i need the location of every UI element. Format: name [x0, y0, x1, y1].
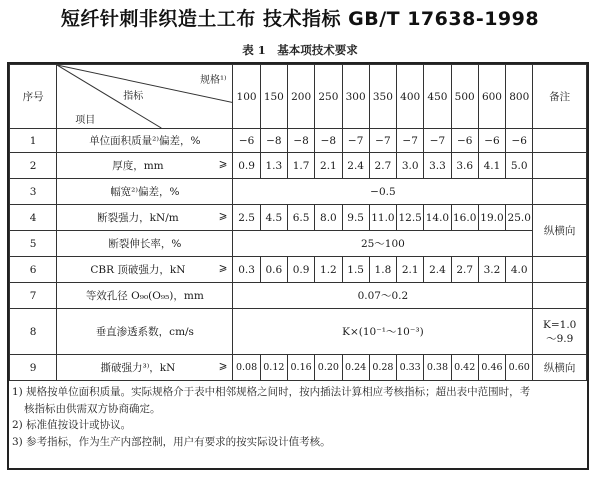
cell-value: −7: [397, 129, 424, 153]
cell-remark-merged: 纵横向: [533, 205, 587, 257]
row-name-text: 垂直渗透系数，cm/s: [95, 326, 194, 338]
header-spec-label: 规格¹⁾: [199, 75, 227, 86]
cell-value: 0.28: [369, 355, 396, 381]
ge-symbol: ⩾: [218, 210, 228, 222]
row-name: [57, 129, 233, 153]
row-name: [57, 231, 233, 257]
spec-header: 450: [424, 65, 451, 129]
cell-value: 16.0: [451, 205, 478, 231]
cell-value: −8: [260, 129, 287, 153]
cell-value: 0.16: [287, 355, 314, 381]
row-name: [57, 153, 233, 179]
table-row: [10, 205, 587, 231]
spec-header: 100: [233, 65, 260, 129]
cell-value: 0.3: [233, 257, 260, 283]
cell-value: 0.60: [506, 355, 533, 381]
cell-value: 0.33: [397, 355, 424, 381]
cell-value: 0.9: [233, 153, 260, 179]
cell-remark: [533, 257, 587, 283]
spec-header: 600: [478, 65, 505, 129]
ge-symbol: ⩾: [218, 262, 228, 274]
cell-value: 2.7: [451, 257, 478, 283]
row-name: [57, 205, 233, 231]
table-row: [10, 355, 587, 381]
header-remark: 备注: [533, 65, 587, 129]
row-seq: 1: [10, 129, 57, 153]
cell-value: −7: [342, 129, 369, 153]
ge-symbol: ⩾: [218, 360, 228, 372]
cell-value: 2.7: [369, 153, 396, 179]
cell-value: 3.3: [424, 153, 451, 179]
ge-symbol: ⩾: [218, 158, 228, 170]
footnote-1-line2: 核指标由供需双方协商确定。: [24, 402, 161, 415]
cell-value: 3.0: [397, 153, 424, 179]
cell-value: 2.1: [315, 153, 342, 179]
cell-value: 0.38: [424, 355, 451, 381]
table-row: [10, 257, 587, 283]
row-name-text: 厚度，mm: [112, 160, 164, 172]
spec-header: 300: [342, 65, 369, 129]
cell-value: 19.0: [478, 205, 505, 231]
cell-value: −6: [506, 129, 533, 153]
cell-value: 4.1: [478, 153, 505, 179]
cell-value: 1.3: [260, 153, 287, 179]
cell-value: 3.6: [451, 153, 478, 179]
cell-value: 0.08: [233, 355, 260, 381]
cell-value: 4.0: [506, 257, 533, 283]
header-item-label: 项目: [75, 115, 96, 126]
row-name-text: 撕破强力³⁾，kN: [100, 362, 176, 374]
table-caption: 表 1 基本项技术要求: [242, 43, 358, 57]
cell-value: 2.4: [342, 153, 369, 179]
row-seq: 3: [10, 179, 57, 205]
header-row: [10, 65, 587, 129]
cell-value: 2.5: [233, 205, 260, 231]
cell-value: 12.5: [397, 205, 424, 231]
row-name: [57, 257, 233, 283]
row-name-text: 等效孔径 O₉₀(O₉₅)，mm: [85, 290, 204, 302]
table-row: [10, 129, 587, 153]
row-seq: 2: [10, 153, 57, 179]
cell-remark-row9: 纵横向: [533, 355, 587, 381]
row-seq: 7: [10, 283, 57, 309]
header-indicator-label: 指标: [123, 91, 144, 102]
spec-header: 400: [397, 65, 424, 129]
remark-k-line1: K=1.0: [543, 318, 577, 331]
cell-value: 1.7: [287, 153, 314, 179]
spec-header: 200: [287, 65, 314, 129]
spec-header: 350: [369, 65, 396, 129]
footnote-1-line1: 1) 规格按单位面积质量。实际规格介于表中相邻规格之间时，按内插法计算相应考核指标；超出表中范围时，考: [12, 386, 531, 398]
table-row: [10, 309, 587, 355]
cell-value: 0.42: [451, 355, 478, 381]
cell-remark: [533, 179, 587, 205]
cell-value: −6: [478, 129, 505, 153]
row-name: [57, 179, 233, 205]
cell-remark: [533, 129, 587, 153]
spec-header: 500: [451, 65, 478, 129]
cell-value: 4.5: [260, 205, 287, 231]
row-name-text: 单位面积质量²⁾偏差，%: [89, 135, 201, 147]
cell-value: 2.4: [424, 257, 451, 283]
cell-remark: [533, 283, 587, 309]
cell-value: −6: [451, 129, 478, 153]
cell-value: −7: [369, 129, 396, 153]
cell-value: 0.12: [260, 355, 287, 381]
row-name-text: CBR 顶破强力，kN: [90, 264, 186, 276]
cell-value: 8.0: [315, 205, 342, 231]
cell-value: 0.6: [260, 257, 287, 283]
row-name-text: 幅宽²⁾偏差，%: [110, 186, 180, 198]
spec-header: 250: [315, 65, 342, 129]
cell-value: 1.8: [369, 257, 396, 283]
cell-value: −8: [287, 129, 314, 153]
cell-value: 5.0: [506, 153, 533, 179]
page-title: 短纤针刺非织造土工布 技术指标 GB/T 17638-1998: [60, 8, 540, 30]
cell-value: 9.5: [342, 205, 369, 231]
row-seq: 8: [10, 309, 57, 355]
row-name-text: 断裂强力，kN/m: [97, 212, 179, 224]
footnotes: [12, 384, 582, 450]
remark-k-line2: ～9.9: [546, 332, 574, 345]
cell-value: 0.24: [342, 355, 369, 381]
header-seq: 序号: [10, 65, 57, 129]
row-name: [57, 355, 233, 381]
cell-value: 11.0: [369, 205, 396, 231]
row-name: [57, 283, 233, 309]
cell-value: 6.5: [287, 205, 314, 231]
cell-value: −8: [315, 129, 342, 153]
cell-value: 2.1: [397, 257, 424, 283]
cell-value: 25.0: [506, 205, 533, 231]
row-name-text: 断裂伸长率，%: [108, 238, 182, 250]
cell-value: 1.2: [315, 257, 342, 283]
cell-span-value: 0.07～0.2: [233, 283, 533, 309]
table-row: [10, 283, 587, 309]
cell-span-value: K×(10⁻¹～10⁻³): [233, 309, 533, 355]
table-row: [10, 179, 587, 205]
cell-value: 0.9: [287, 257, 314, 283]
cell-value: 14.0: [424, 205, 451, 231]
cell-value: −6: [233, 129, 260, 153]
footnote-2: 2) 标准值按设计或协议。: [12, 419, 132, 431]
header-diagonal-cell: [57, 65, 233, 129]
row-seq: 6: [10, 257, 57, 283]
row-name: [57, 309, 233, 355]
spec-header: 150: [260, 65, 287, 129]
spec-header: 800: [506, 65, 533, 129]
row-seq: 4: [10, 205, 57, 231]
cell-span-value: −0.5: [233, 179, 533, 205]
row-seq: 5: [10, 231, 57, 257]
table-row: [10, 153, 587, 179]
cell-value: −7: [424, 129, 451, 153]
cell-span-value: 25～100: [233, 231, 533, 257]
cell-value: 3.2: [478, 257, 505, 283]
cell-value: 1.5: [342, 257, 369, 283]
cell-remark: [533, 153, 587, 179]
cell-value: 0.46: [478, 355, 505, 381]
footnote-3: 3) 参考指标，作为生产内部控制，用户有要求的按实际设计值考核。: [12, 435, 331, 448]
row-seq: 9: [10, 355, 57, 381]
cell-remark-k: [533, 309, 587, 355]
table-row: [10, 231, 587, 257]
cell-value: 0.20: [315, 355, 342, 381]
spec-table: [9, 64, 587, 381]
